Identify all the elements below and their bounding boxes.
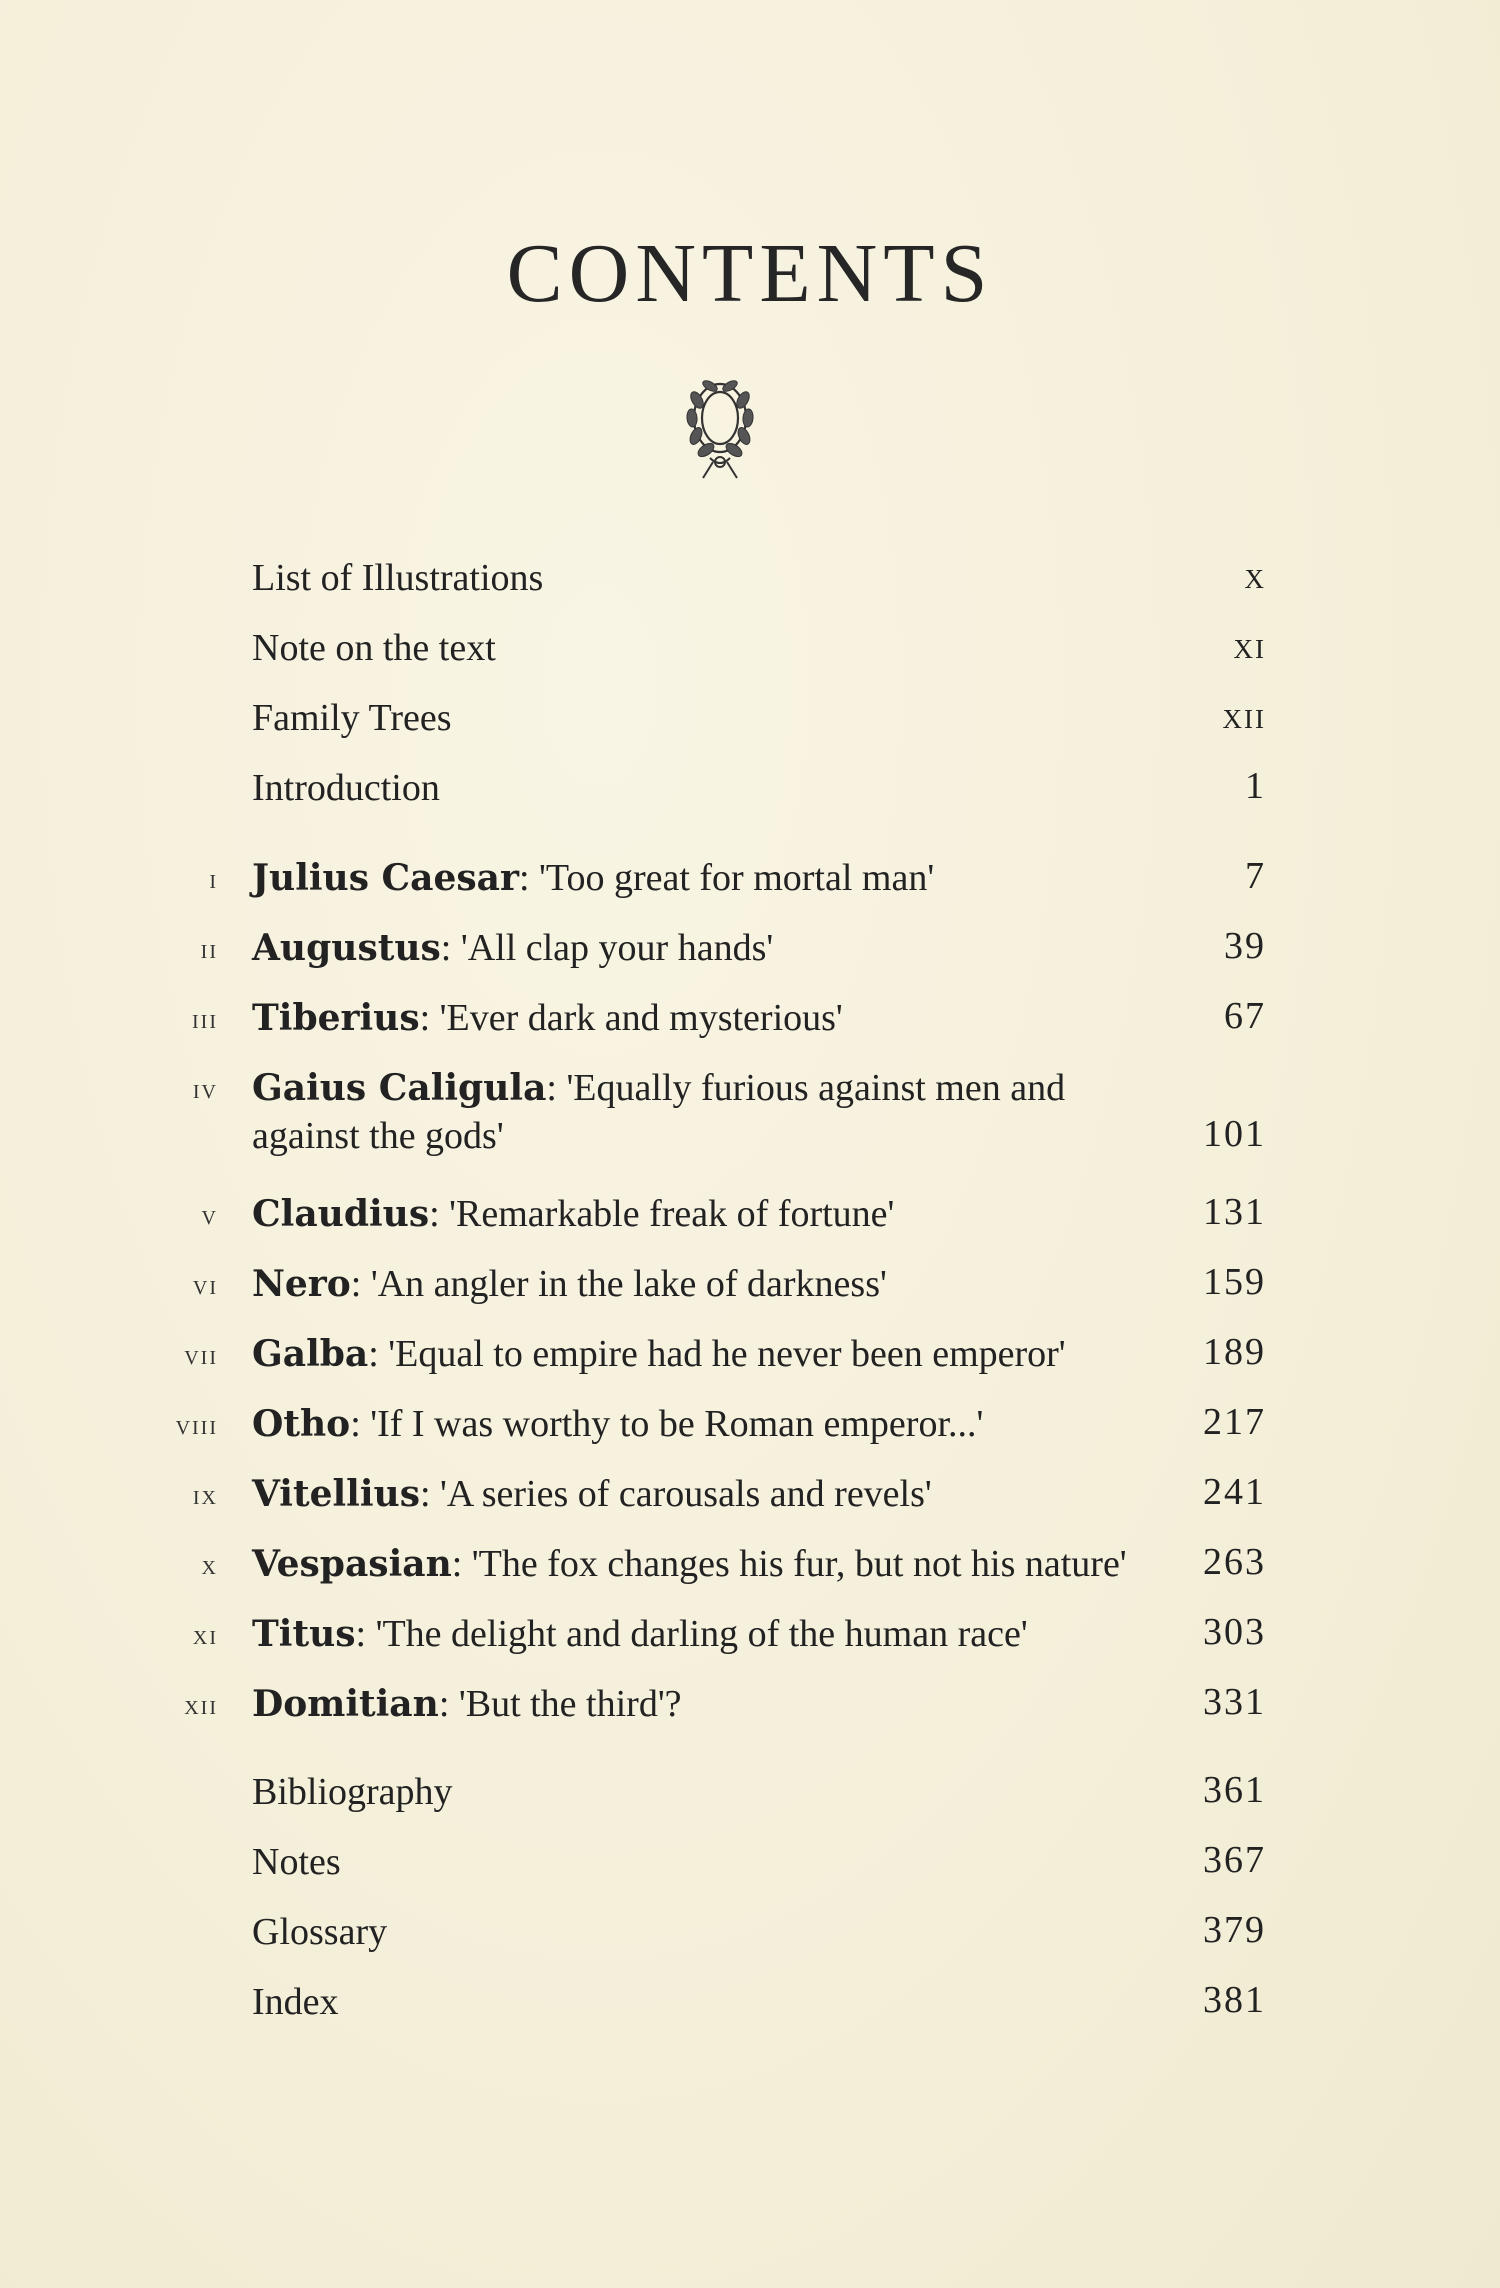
entry-title: Note on the text [252, 627, 496, 669]
chapter-title [252, 854, 1152, 902]
page-number: 367 [1203, 1839, 1266, 1881]
page-number: xii [1222, 695, 1266, 737]
chapter-quote: : 'Equally furious against men and [546, 1067, 1066, 1109]
entry-title: List of Illustrations [252, 557, 544, 599]
chapter-quote: : 'If I was worthy to be Roman emperor...' [350, 1403, 984, 1445]
emperor-name: Claudius [252, 1193, 430, 1235]
page-number: 131 [1203, 1191, 1266, 1233]
page-number: 379 [1203, 1909, 1266, 1951]
page-number: 331 [1203, 1681, 1266, 1723]
chapter-number: xi [192, 1620, 218, 1651]
chapter-title [252, 1680, 1152, 1728]
page-number: 361 [1203, 1769, 1266, 1811]
chapter-number: ii [200, 934, 218, 965]
emperor-name: Domitian [252, 1683, 439, 1725]
chapter-quote-continued: against the gods' [252, 1115, 504, 1157]
entry-title: Bibliography [252, 1771, 453, 1813]
chapter-quote: : 'Remarkable freak of fortune' [429, 1193, 895, 1235]
entry-title: Family Trees [252, 697, 452, 739]
chapter-title [252, 1330, 1152, 1378]
page-number: 303 [1203, 1611, 1266, 1653]
page-number: 241 [1203, 1471, 1266, 1513]
page-number: 101 [1203, 1113, 1266, 1155]
emperor-name: Otho [252, 1403, 351, 1445]
chapter-number: i [209, 864, 218, 895]
page-number: 263 [1203, 1541, 1266, 1583]
chapter-quote: : 'The delight and darling of the human race' [355, 1613, 1028, 1655]
chapter-title [252, 1064, 1152, 1160]
chapter-quote: : 'The fox changes his fur, but not his nature' [451, 1543, 1127, 1585]
chapter-title [252, 1540, 1152, 1588]
page-number: xi [1233, 625, 1266, 667]
chapter-title [252, 924, 1152, 972]
chapter-quote: : 'All clap your hands' [440, 927, 774, 969]
page-number: x [1244, 555, 1266, 597]
chapter-number: vi [192, 1270, 218, 1301]
page-number: 217 [1203, 1401, 1266, 1443]
page-number: 39 [1224, 925, 1266, 967]
emperor-name: Titus [252, 1613, 356, 1655]
emperor-name: Nero [252, 1263, 351, 1305]
emperor-name: Julius Caesar [252, 857, 519, 899]
page-number: 7 [1245, 855, 1266, 897]
chapter-quote: : 'Ever dark and mysterious' [419, 997, 843, 1039]
chapter-quote: : 'But the third'? [438, 1683, 682, 1725]
chapter-quote: : 'Too great for mortal man' [518, 857, 935, 899]
entry-title: Introduction [252, 767, 440, 809]
entry-title: Index [252, 1981, 339, 2023]
chapter-number: v [201, 1200, 218, 1231]
emperor-name: Vitellius [252, 1473, 420, 1515]
emperor-name: Gaius Caligula [252, 1067, 547, 1109]
chapter-number: iv [192, 1074, 218, 1105]
chapter-quote: : 'Equal to empire had he never been emperor' [368, 1333, 1066, 1375]
page-number: 1 [1245, 765, 1266, 807]
chapter-number: ix [192, 1480, 218, 1511]
chapter-number: xii [184, 1690, 218, 1721]
page-number: 381 [1203, 1979, 1266, 2021]
chapter-number: x [201, 1550, 218, 1581]
chapter-title [252, 994, 1152, 1042]
entry-title: Glossary [252, 1911, 388, 1953]
chapter-quote: : 'A series of carousals and revels' [419, 1473, 932, 1515]
chapter-title [252, 1260, 1152, 1308]
page-title: CONTENTS [506, 227, 994, 320]
chapter-title [252, 1400, 1152, 1448]
chapter-title [252, 1610, 1152, 1658]
emperor-name: Tiberius [252, 997, 420, 1039]
entry-title: Notes [252, 1841, 341, 1883]
page-number: 159 [1203, 1261, 1266, 1303]
page-number: 67 [1224, 995, 1266, 1037]
emperor-name: Vespasian [252, 1543, 452, 1585]
chapter-quote: : 'An angler in the lake of darkness' [350, 1263, 887, 1305]
chapter-number: iii [192, 1004, 218, 1035]
chapter-number: vii [184, 1340, 218, 1371]
emperor-name: Galba [252, 1333, 369, 1375]
chapter-title [252, 1190, 1152, 1238]
page-number: 189 [1203, 1331, 1266, 1373]
chapter-number: viii [175, 1410, 218, 1441]
emperor-name: Augustus [252, 927, 441, 969]
chapter-title [252, 1470, 1152, 1518]
